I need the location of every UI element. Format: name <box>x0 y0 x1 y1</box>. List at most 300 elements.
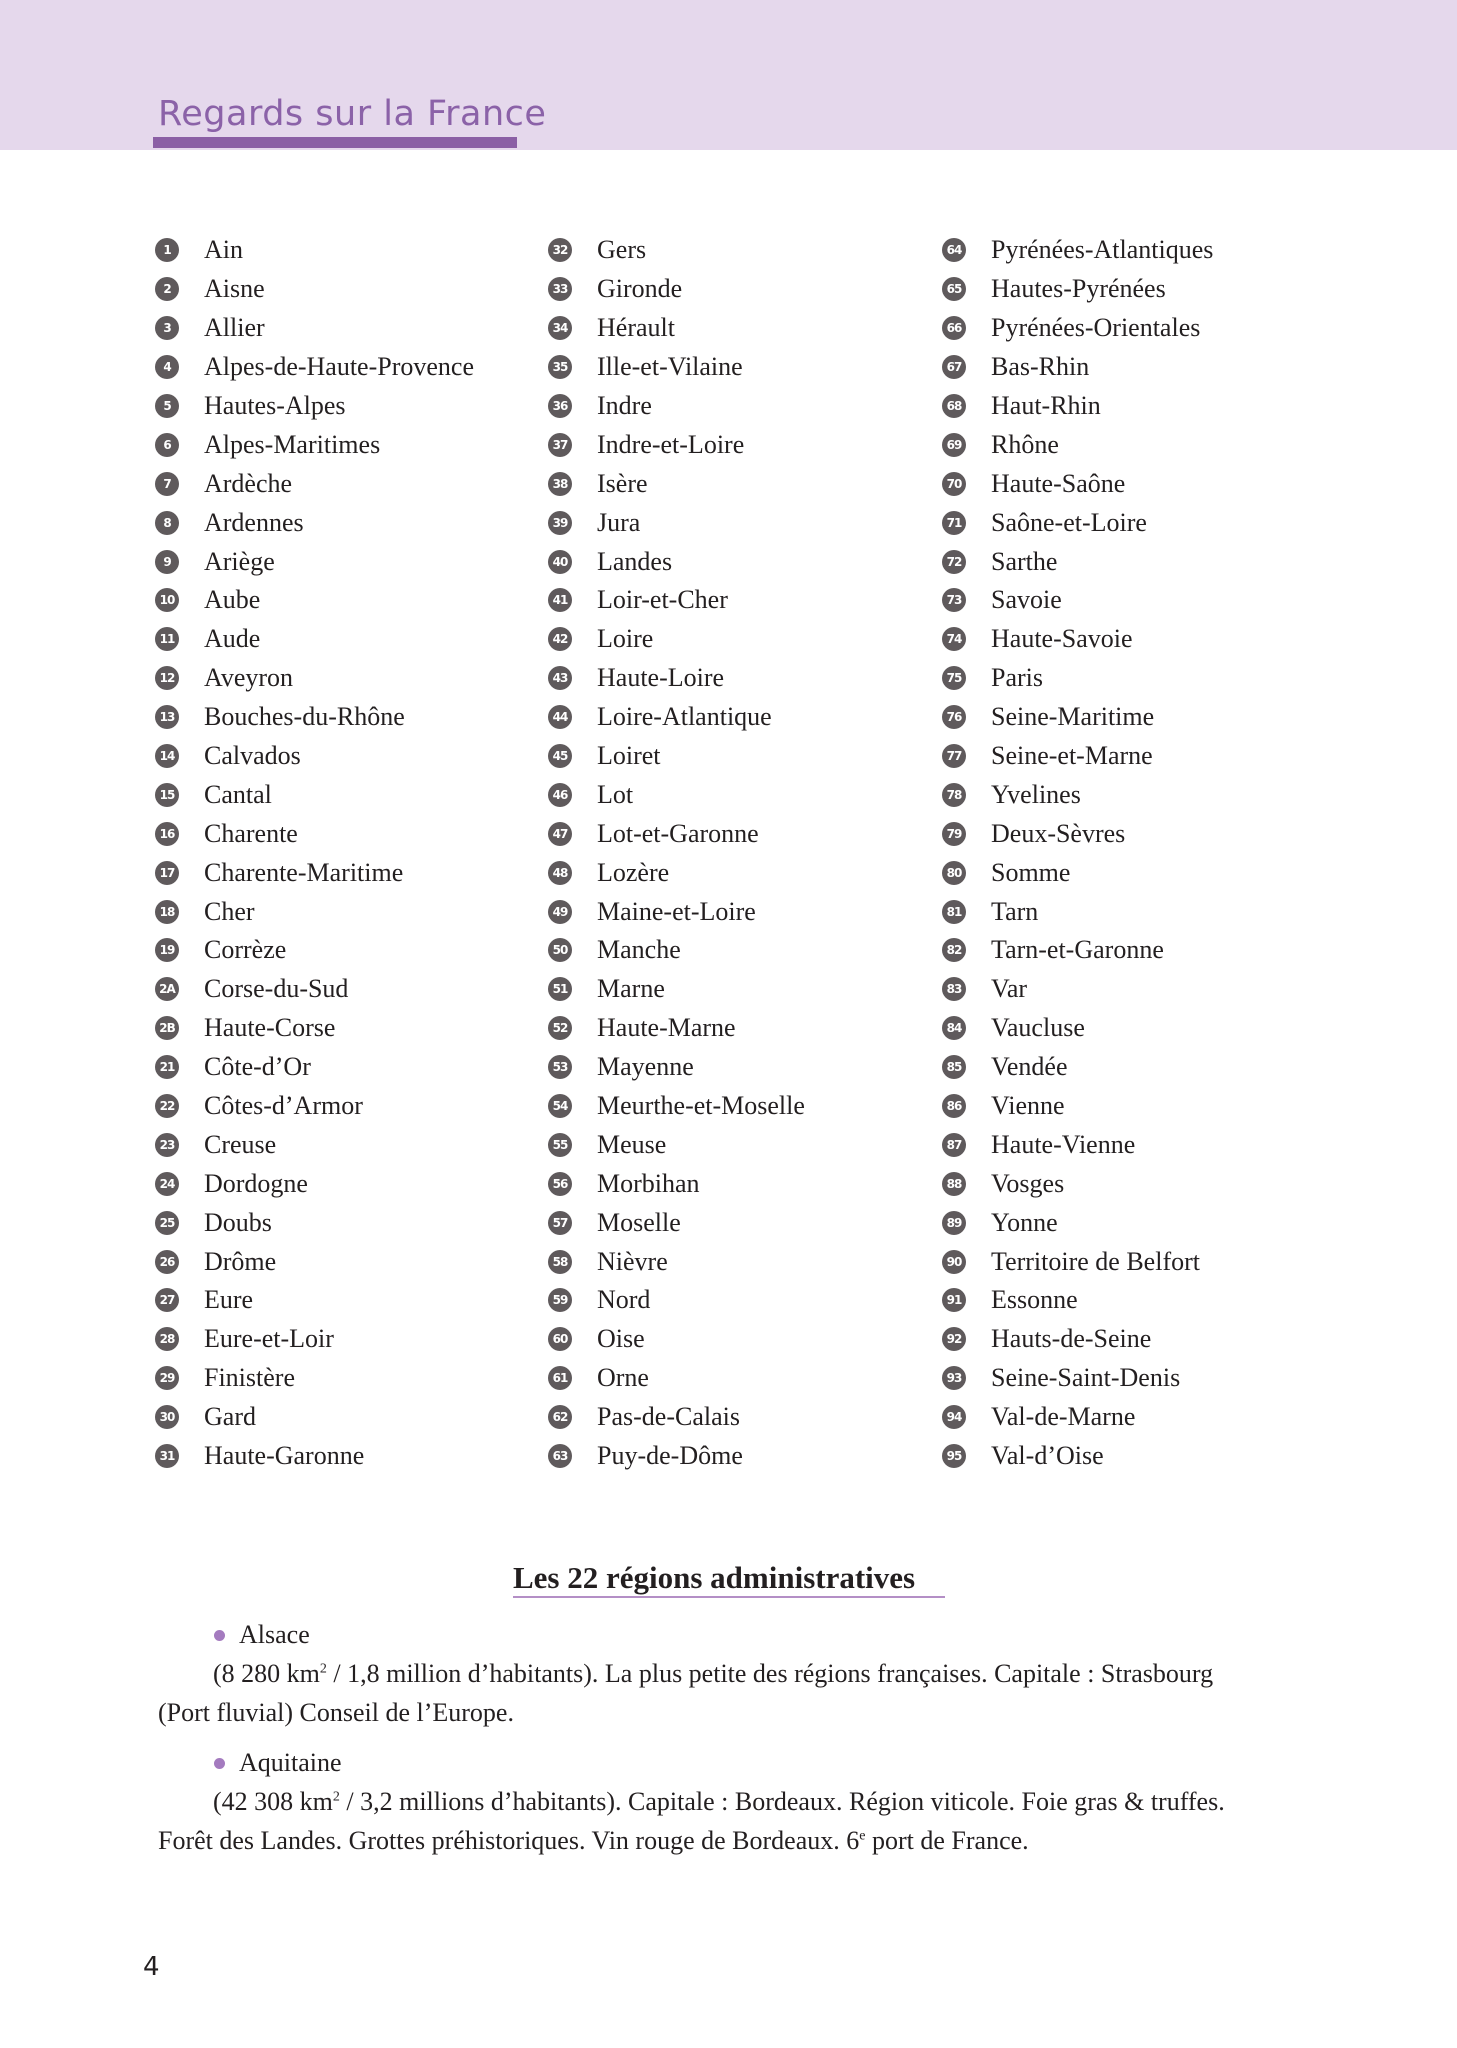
department-item <box>942 1203 1332 1242</box>
department-number-badge: 22 <box>155 1094 179 1118</box>
department-name: Seine-Saint-Denis <box>991 1363 1181 1393</box>
department-number-badge: 52 <box>548 1016 572 1040</box>
department-name: Haute-Corse <box>204 1013 336 1043</box>
department-name: Seine-et-Marne <box>991 741 1153 771</box>
department-name: Loiret <box>597 741 661 771</box>
department-name: Cantal <box>204 779 272 809</box>
department-name: Ardennes <box>204 507 304 537</box>
department-number-badge: 1 <box>155 238 179 262</box>
department-item <box>942 542 1332 581</box>
department-number-badge: 85 <box>942 1055 966 1079</box>
department-name: Tarn <box>991 896 1039 926</box>
bullet-dot-icon <box>214 1758 225 1769</box>
department-name: Gironde <box>597 274 683 304</box>
department-number-badge: 76 <box>942 705 966 729</box>
department-number-badge: 43 <box>548 666 572 690</box>
section-title-underline <box>513 1596 945 1598</box>
department-name: Marne <box>597 974 665 1004</box>
department-name: Vaucluse <box>991 1013 1085 1043</box>
department-item <box>155 1048 545 1087</box>
department-item <box>155 1398 545 1437</box>
department-number-badge: 17 <box>155 861 179 885</box>
department-item <box>548 620 938 659</box>
department-item <box>942 892 1332 931</box>
department-number-badge: 2A <box>155 977 179 1001</box>
department-item <box>548 1359 938 1398</box>
department-name: Charente-Maritime <box>204 857 404 887</box>
department-number-badge: 40 <box>548 550 572 574</box>
department-item <box>942 1359 1332 1398</box>
department-name: Haute-Marne <box>597 1013 736 1043</box>
department-number-badge: 79 <box>942 822 966 846</box>
department-number-badge: 30 <box>155 1405 179 1429</box>
department-number-badge: 23 <box>155 1133 179 1157</box>
department-item <box>942 1125 1332 1164</box>
department-name: Dordogne <box>204 1168 308 1198</box>
department-name: Gard <box>204 1402 256 1432</box>
department-number-badge: 74 <box>942 627 966 651</box>
department-name: Deux-Sèvres <box>991 818 1126 848</box>
department-item <box>548 1242 938 1281</box>
department-number-badge: 19 <box>155 938 179 962</box>
department-item <box>548 270 938 309</box>
department-number-badge: 45 <box>548 744 572 768</box>
department-name: Eure <box>204 1285 254 1315</box>
running-title: Regards sur la France <box>158 94 547 134</box>
department-number-badge: 47 <box>548 822 572 846</box>
department-item <box>155 1320 545 1359</box>
department-column-3 <box>942 231 1332 1476</box>
department-item <box>155 542 545 581</box>
department-name: Haute-Loire <box>597 663 725 693</box>
department-number-badge: 37 <box>548 433 572 457</box>
department-item <box>548 1398 938 1437</box>
department-name: Jura <box>597 507 641 537</box>
department-number-badge: 83 <box>942 977 966 1001</box>
department-item <box>942 1437 1332 1476</box>
department-item <box>548 659 938 698</box>
department-name: Yvelines <box>991 779 1081 809</box>
department-number-badge: 65 <box>942 277 966 301</box>
department-item <box>548 1048 938 1087</box>
department-name: Gers <box>597 235 647 265</box>
department-item <box>942 1398 1332 1437</box>
department-number-badge: 89 <box>942 1211 966 1235</box>
department-number-badge: 31 <box>155 1444 179 1468</box>
region-heading-alsace <box>214 1620 310 1650</box>
department-name: Mayenne <box>597 1052 694 1082</box>
department-item <box>942 270 1332 309</box>
department-name: Lot <box>597 779 634 809</box>
department-item <box>548 698 938 737</box>
department-name: Haut-Rhin <box>991 391 1101 420</box>
department-number-badge: 35 <box>548 355 572 379</box>
department-number-badge: 7 <box>155 472 179 496</box>
department-name: Ille-et-Vilaine <box>597 352 743 382</box>
region-heading-aquitaine <box>214 1748 342 1778</box>
department-name: Aude <box>204 624 261 654</box>
department-name: Oise <box>597 1324 645 1354</box>
bullet-dot-icon <box>214 1630 225 1641</box>
department-number-badge: 82 <box>942 938 966 962</box>
department-item <box>942 853 1332 892</box>
department-item <box>942 775 1332 814</box>
department-name: Creuse <box>204 1129 277 1159</box>
department-name: Loir-et-Cher <box>597 585 728 615</box>
department-item <box>155 1242 545 1281</box>
department-number-badge: 2B <box>155 1016 179 1040</box>
department-item <box>155 775 545 814</box>
department-item <box>548 542 938 581</box>
department-name: Eure-et-Loir <box>204 1324 334 1354</box>
department-number-badge: 70 <box>942 472 966 496</box>
department-item <box>155 1009 545 1048</box>
department-number-badge: 94 <box>942 1405 966 1429</box>
department-name: Maine-et-Loire <box>597 896 756 926</box>
department-item <box>155 892 545 931</box>
department-name: Landes <box>597 546 673 576</box>
department-item <box>155 1164 545 1203</box>
header-band <box>0 0 1457 150</box>
department-number-badge: 56 <box>548 1172 572 1196</box>
department-name: Haute-Saône <box>991 468 1126 498</box>
department-name: Hautes-Pyrénées <box>991 274 1166 304</box>
department-item <box>155 1203 545 1242</box>
region-name: Aquitaine <box>239 1748 342 1777</box>
department-item <box>548 1437 938 1476</box>
department-item <box>942 309 1332 348</box>
department-name: Aube <box>204 585 261 615</box>
department-number-badge: 49 <box>548 900 572 924</box>
department-number-badge: 64 <box>942 238 966 262</box>
department-name: Doubs <box>204 1207 272 1237</box>
department-name: Alpes-Maritimes <box>204 429 381 459</box>
department-name: Yonne <box>991 1207 1058 1237</box>
department-item <box>155 814 545 853</box>
department-name: Var <box>991 974 1028 1004</box>
department-item <box>155 1359 545 1398</box>
department-item <box>155 503 545 542</box>
department-item <box>942 737 1332 776</box>
department-number-badge: 54 <box>548 1094 572 1118</box>
department-number-badge: 13 <box>155 705 179 729</box>
department-item <box>155 231 545 270</box>
department-item <box>942 231 1332 270</box>
department-number-badge: 48 <box>548 861 572 885</box>
department-number-badge: 25 <box>155 1211 179 1235</box>
department-name: Vendée <box>991 1052 1068 1082</box>
department-number-badge: 6 <box>155 433 179 457</box>
department-item <box>942 387 1332 426</box>
department-number-badge: 10 <box>155 588 179 612</box>
department-name: Morbihan <box>597 1168 700 1198</box>
region-name: Alsace <box>239 1620 310 1649</box>
department-number-badge: 86 <box>942 1094 966 1118</box>
department-item <box>155 970 545 1009</box>
department-name: Meurthe-et-Moselle <box>597 1091 805 1121</box>
department-number-badge: 88 <box>942 1172 966 1196</box>
department-number-badge: 68 <box>942 394 966 418</box>
department-name: Allier <box>204 313 265 343</box>
department-number-badge: 50 <box>548 938 572 962</box>
department-item <box>155 464 545 503</box>
department-name: Finistère <box>204 1363 295 1393</box>
department-name: Ariège <box>204 546 275 576</box>
department-item <box>942 348 1332 387</box>
department-number-badge: 77 <box>942 744 966 768</box>
department-number-badge: 95 <box>942 1444 966 1468</box>
department-number-badge: 63 <box>548 1444 572 1468</box>
department-name: Aveyron <box>204 663 294 693</box>
department-number-badge: 8 <box>155 511 179 535</box>
department-item <box>548 348 938 387</box>
title-underline <box>153 137 517 148</box>
department-name: Essonne <box>991 1285 1078 1315</box>
department-item <box>548 464 938 503</box>
department-name: Savoie <box>991 585 1062 615</box>
department-item <box>548 503 938 542</box>
department-item <box>548 425 938 464</box>
department-item <box>942 581 1332 620</box>
department-number-badge: 36 <box>548 394 572 418</box>
department-item <box>942 464 1332 503</box>
department-name: Haute-Vienne <box>991 1129 1136 1159</box>
department-number-badge: 11 <box>155 627 179 651</box>
department-number-badge: 42 <box>548 627 572 651</box>
department-item <box>548 1203 938 1242</box>
department-item <box>942 1048 1332 1087</box>
department-number-badge: 14 <box>155 744 179 768</box>
department-item <box>155 737 545 776</box>
department-name: Moselle <box>597 1207 681 1237</box>
department-item <box>548 775 938 814</box>
department-name: Pyrénées-Orientales <box>991 313 1201 343</box>
department-name: Indre-et-Loire <box>597 429 745 459</box>
department-name: Val-de-Marne <box>991 1402 1136 1432</box>
department-name: Orne <box>597 1363 649 1393</box>
department-name: Pyrénées-Atlantiques <box>991 235 1214 265</box>
department-number-badge: 66 <box>942 316 966 340</box>
department-item <box>155 620 545 659</box>
department-number-badge: 69 <box>942 433 966 457</box>
department-item <box>155 348 545 387</box>
department-number-badge: 92 <box>942 1327 966 1351</box>
department-name: Hérault <box>597 313 675 343</box>
department-number-badge: 71 <box>942 511 966 535</box>
department-number-badge: 39 <box>548 511 572 535</box>
department-number-badge: 78 <box>942 783 966 807</box>
department-item <box>942 1087 1332 1126</box>
department-item <box>155 1087 545 1126</box>
department-number-badge: 87 <box>942 1133 966 1157</box>
department-name: Nord <box>597 1285 651 1315</box>
department-name: Isère <box>597 468 648 498</box>
department-number-badge: 34 <box>548 316 572 340</box>
department-item <box>155 698 545 737</box>
department-item <box>942 1242 1332 1281</box>
department-name: Côte-d’Or <box>204 1052 311 1082</box>
department-item <box>548 1320 938 1359</box>
department-name: Hautes-Alpes <box>204 391 346 420</box>
department-number-badge: 4 <box>155 355 179 379</box>
department-number-badge: 90 <box>942 1250 966 1274</box>
department-name: Drôme <box>204 1246 277 1276</box>
department-number-badge: 32 <box>548 238 572 262</box>
department-number-badge: 18 <box>155 900 179 924</box>
department-number-badge: 12 <box>155 666 179 690</box>
department-name: Rhône <box>991 429 1059 459</box>
department-name: Ardèche <box>204 468 293 498</box>
department-number-badge: 28 <box>155 1327 179 1351</box>
department-column-1 <box>155 231 545 1476</box>
department-number-badge: 61 <box>548 1366 572 1390</box>
department-name: Aisne <box>204 274 265 304</box>
department-name: Vienne <box>991 1091 1065 1121</box>
department-item <box>548 1009 938 1048</box>
department-item <box>155 387 545 426</box>
department-name: Somme <box>991 857 1071 887</box>
department-number-badge: 29 <box>155 1366 179 1390</box>
department-name: Puy-de-Dôme <box>597 1441 743 1471</box>
department-name: Cher <box>204 896 255 926</box>
department-number-badge: 44 <box>548 705 572 729</box>
department-name: Pas-de-Calais <box>597 1402 740 1432</box>
department-number-badge: 33 <box>548 277 572 301</box>
department-name: Vosges <box>991 1168 1065 1198</box>
department-item <box>155 931 545 970</box>
department-item <box>548 853 938 892</box>
department-name: Côtes-d’Armor <box>204 1091 363 1121</box>
department-number-badge: 57 <box>548 1211 572 1235</box>
department-item <box>548 581 938 620</box>
department-number-badge: 15 <box>155 783 179 807</box>
department-number-badge: 93 <box>942 1366 966 1390</box>
department-name: Sarthe <box>991 546 1058 576</box>
department-number-badge: 59 <box>548 1288 572 1312</box>
department-item <box>155 581 545 620</box>
department-item <box>548 1164 938 1203</box>
department-number-badge: 84 <box>942 1016 966 1040</box>
department-item <box>942 931 1332 970</box>
department-number-badge: 24 <box>155 1172 179 1196</box>
department-number-badge: 73 <box>942 588 966 612</box>
page-number: 4 <box>143 1952 160 1982</box>
department-item <box>942 1009 1332 1048</box>
department-number-badge: 3 <box>155 316 179 340</box>
department-item <box>548 931 938 970</box>
department-name: Lozère <box>597 857 670 887</box>
department-column-2 <box>548 231 938 1476</box>
department-item <box>548 1281 938 1320</box>
department-item <box>155 270 545 309</box>
department-number-badge: 58 <box>548 1250 572 1274</box>
department-name: Val-d’Oise <box>991 1441 1104 1471</box>
department-number-badge: 5 <box>155 394 179 418</box>
department-name: Territoire de Belfort <box>991 1246 1200 1276</box>
department-item <box>942 1164 1332 1203</box>
department-number-badge: 16 <box>155 822 179 846</box>
department-name: Indre <box>597 391 652 420</box>
department-name: Charente <box>204 818 298 848</box>
department-item <box>942 659 1332 698</box>
department-name: Bouches-du-Rhône <box>204 702 405 732</box>
department-number-badge: 60 <box>548 1327 572 1351</box>
department-item <box>155 1281 545 1320</box>
department-name: Ain <box>204 235 243 265</box>
department-name: Loire <box>597 624 654 654</box>
department-item <box>942 620 1332 659</box>
department-number-badge: 27 <box>155 1288 179 1312</box>
department-name: Corrèze <box>204 935 287 965</box>
department-number-badge: 26 <box>155 1250 179 1274</box>
department-number-badge: 41 <box>548 588 572 612</box>
department-number-badge: 46 <box>548 783 572 807</box>
department-name: Corse-du-Sud <box>204 974 349 1004</box>
department-item <box>548 387 938 426</box>
department-name: Nièvre <box>597 1246 668 1276</box>
department-number-badge: 72 <box>942 550 966 574</box>
department-number-badge: 75 <box>942 666 966 690</box>
section-title: Les 22 régions administratives <box>513 1560 916 1595</box>
department-item <box>942 1281 1332 1320</box>
department-item <box>155 425 545 464</box>
department-name: Haute-Garonne <box>204 1441 365 1471</box>
department-item <box>548 814 938 853</box>
department-item <box>548 892 938 931</box>
department-number-badge: 53 <box>548 1055 572 1079</box>
region-description-aquitaine: (42 308 $km^2 / 3,2$ millions d’habitants). Capitale : Bordeaux. Région viticole. Foie gras & truffes. Forêt des Landes. Grottes préhistoriques. Vin rouge de Bordeaux. 6e port de France. <box>158 1787 1225 1855</box>
department-name: Paris <box>991 663 1043 693</box>
department-item <box>942 970 1332 1009</box>
department-name: Calvados <box>204 741 301 771</box>
department-item <box>548 231 938 270</box>
department-name: Manche <box>597 935 681 965</box>
department-name: Saône-et-Loire <box>991 507 1147 537</box>
region-description-alsace: (8 280 $km^2 / 1,8$ million d’habitants). La plus petite des régions françaises. Capitale : Strasbourg (Port fluvial) Conseil de l’Europe. <box>158 1659 1214 1727</box>
department-item <box>155 853 545 892</box>
department-number-badge: 38 <box>548 472 572 496</box>
department-item <box>548 970 938 1009</box>
department-number-badge: 80 <box>942 861 966 885</box>
department-number-badge: 67 <box>942 355 966 379</box>
department-number-badge: 91 <box>942 1288 966 1312</box>
department-item <box>548 1125 938 1164</box>
department-number-badge: 55 <box>548 1133 572 1157</box>
department-name: Bas-Rhin <box>991 352 1090 382</box>
department-number-badge: 21 <box>155 1055 179 1079</box>
department-item <box>155 659 545 698</box>
department-item <box>155 1125 545 1164</box>
department-name: Loire-Atlantique <box>597 702 772 732</box>
department-item <box>942 814 1332 853</box>
department-name: Meuse <box>597 1129 667 1159</box>
department-name: Seine-Maritime <box>991 702 1155 732</box>
department-item <box>942 698 1332 737</box>
department-item <box>548 737 938 776</box>
department-name: Lot-et-Garonne <box>597 818 759 848</box>
department-number-badge: 81 <box>942 900 966 924</box>
department-number-badge: 51 <box>548 977 572 1001</box>
department-name: Tarn-et-Garonne <box>991 935 1164 965</box>
department-item <box>155 309 545 348</box>
department-item <box>942 425 1332 464</box>
department-number-badge: 2 <box>155 277 179 301</box>
department-item <box>155 1437 545 1476</box>
department-name: Haute-Savoie <box>991 624 1133 654</box>
department-item <box>942 503 1332 542</box>
department-name: Alpes-de-Haute-Provence <box>204 352 474 382</box>
department-name: Hauts-de-Seine <box>991 1324 1152 1354</box>
